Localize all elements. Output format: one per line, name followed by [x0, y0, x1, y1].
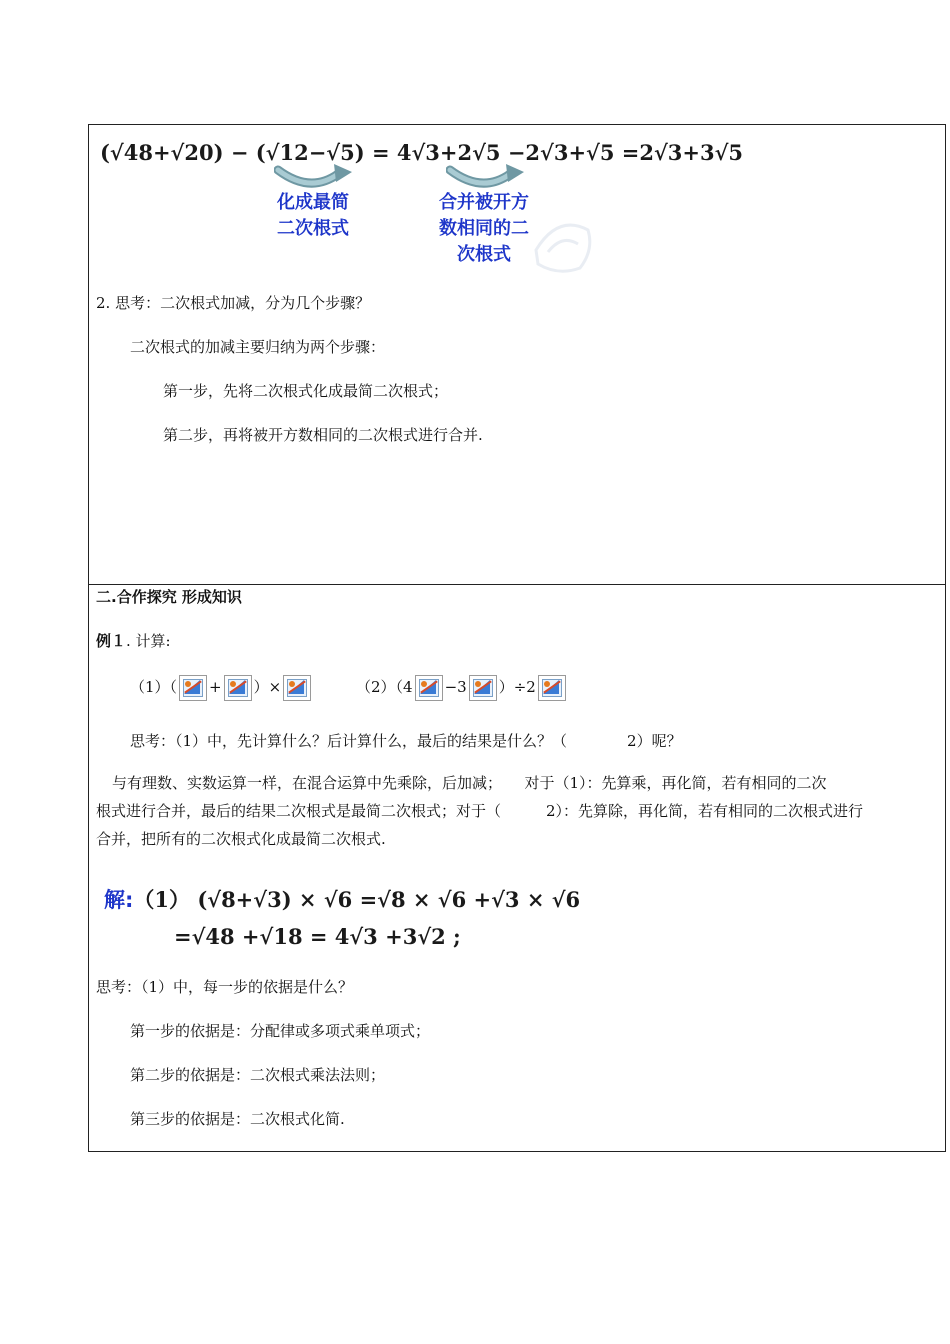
example-label: 例１: [96, 632, 127, 650]
solution-formula-1: （1） (√8+√3) × √6 =√8 × √6 +√3 × √6: [133, 887, 581, 912]
table-top-border-right: [594, 124, 946, 125]
label-merge: 合并被开方数相同的二次根式: [439, 192, 529, 265]
problem-2-open: （2）（4: [356, 678, 413, 696]
problem-1-plus: +: [209, 678, 222, 696]
think-question-2: 思考：（1）中，每一步的依据是什么？: [96, 978, 354, 996]
table-top-border: [88, 124, 594, 125]
label-simplify: 化成最简二次根式: [277, 192, 349, 239]
problem-2: [356, 674, 568, 701]
solution-formula-2: =√48 +√18 = 4√3 +3√2 ;: [174, 924, 461, 949]
step-two: 第二步，再将被开方数相同的二次根式进行合并.: [163, 426, 483, 444]
explanation-line-1: 与有理数、实数运算一样，在混合运算中先乘除，后加减； 对于（1）：先算乘，再化简，若有相同的二次: [112, 774, 827, 792]
formula-add-subtract: (√48+√20) − (√12−√5) = 4√3+2√5 −2√3+√5 =2√3+3√5: [100, 140, 744, 165]
question-steps: 2. 思考：二次根式加减，分为几个步骤？: [96, 294, 371, 312]
table-row-divider: [88, 584, 946, 585]
example-text: . 计算:: [126, 632, 171, 650]
table-left-border: [88, 124, 89, 1152]
solution-line-1: [104, 884, 580, 914]
table-right-border: [945, 124, 946, 1152]
table-bottom-border: [88, 1151, 946, 1152]
missing-image-icon: [283, 675, 311, 701]
basis-step-3: 第三步的依据是：二次根式化简.: [130, 1110, 345, 1128]
section-title: 二.合作探究 形成知识: [96, 588, 242, 606]
missing-image-icon: [469, 675, 497, 701]
problem-1-open: （1）（: [130, 678, 178, 696]
watermark-logo: [528, 210, 598, 276]
missing-image-icon: [538, 675, 566, 701]
curved-arrow-icon: [446, 164, 526, 190]
missing-image-icon: [415, 675, 443, 701]
missing-image-icon: [179, 675, 207, 701]
problem-2-close: ）÷2: [498, 678, 536, 696]
basis-step-1: 第一步的依据是：分配律或多项式乘单项式；: [130, 1022, 431, 1040]
problem-1-close: ）×: [253, 678, 282, 696]
example-heading: [96, 630, 171, 651]
solution-label: 解:: [104, 888, 134, 912]
problem-1: [130, 674, 313, 701]
basis-step-2: 第二步的依据是：二次根式乘法法则；: [130, 1066, 386, 1084]
explanation-line-2: 根式进行合并，最后的结果二次根式是最简二次根式；对于（ 2）：先算除，再化简，若有相同的二次根式进行: [96, 802, 864, 820]
step-one: 第一步，先将二次根式化成最简二次根式；: [163, 382, 449, 400]
problem-2-minus: −3: [444, 678, 467, 696]
missing-image-icon: [224, 675, 252, 701]
think-question-1: 思考：（1）中，先计算什么？后计算什么，最后的结果是什么？（ 2）呢？: [130, 732, 682, 750]
explanation-line-3: 合并，把所有的二次根式化成最简二次根式.: [96, 830, 386, 848]
summary-text: 二次根式的加减主要归纳为两个步骤：: [130, 338, 386, 356]
curved-arrow-icon: [274, 164, 354, 190]
